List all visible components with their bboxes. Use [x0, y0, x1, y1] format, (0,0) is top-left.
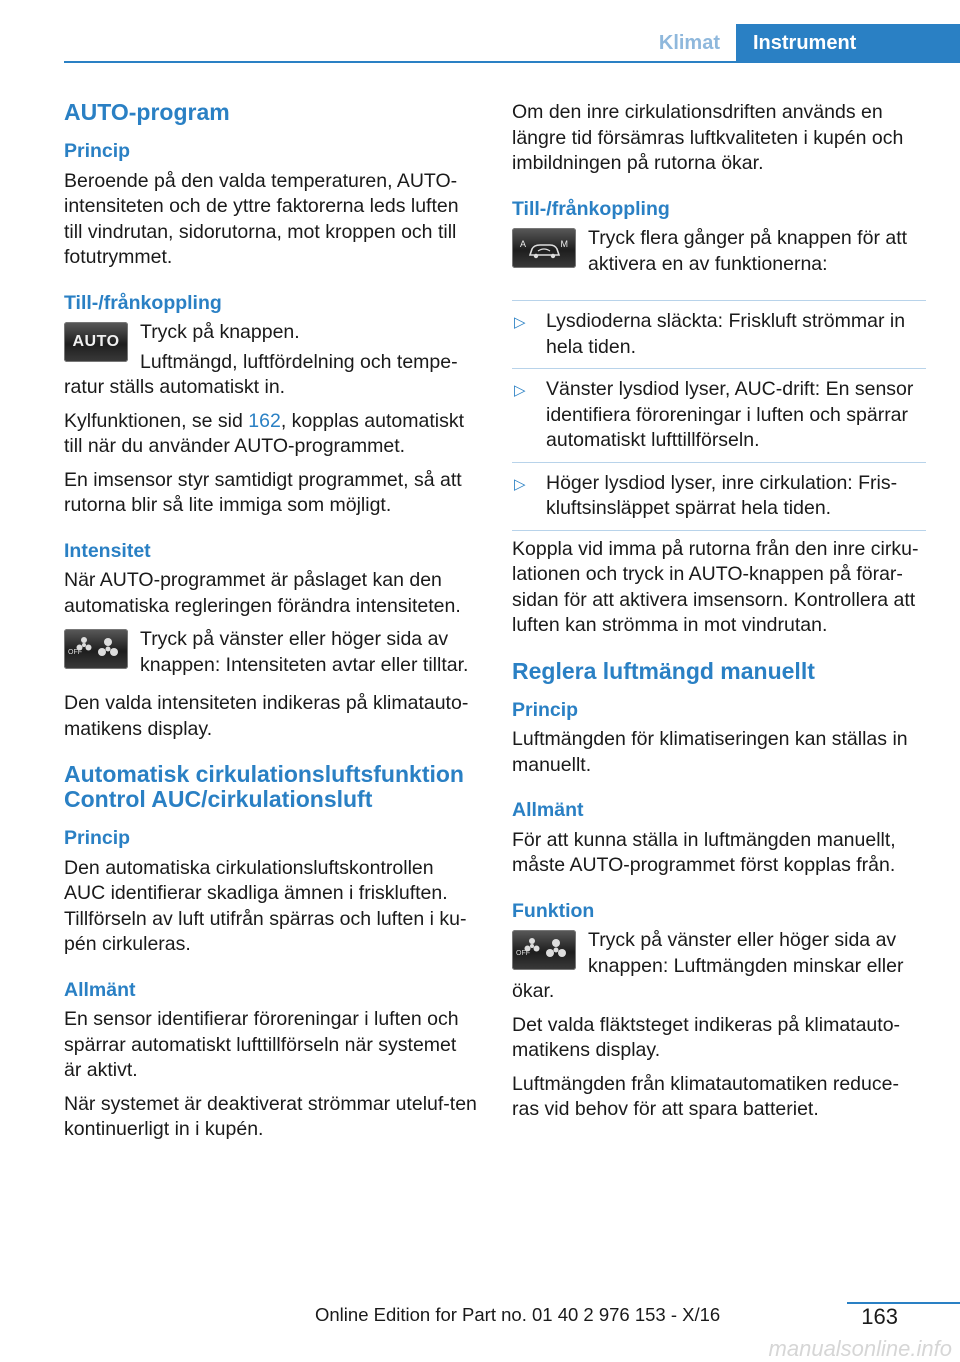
list-item: ▷ Vänster lysdiod lyser, AUC-drift: En sensor identifiera föroreningar i luften och spärrar automatiskt lufttillförseln. — [512, 368, 926, 462]
intensity-display-text: Den valda intensiteten indikeras på klimatauto-matikens display. — [64, 692, 469, 740]
fan-button-icon — [64, 629, 128, 669]
funktion-heading: Funktion — [512, 899, 595, 922]
section-intensitet — [64, 539, 478, 743]
page-link[interactable]: 162 — [248, 409, 281, 432]
intensitet-heading: Intensitet — [64, 539, 151, 562]
section-funktion — [512, 899, 926, 1123]
right-column — [512, 100, 926, 1143]
intensitet-text: När AUTO-programmet är påslaget kan den automatiska regleringen förändra intensiteten. — [64, 569, 461, 617]
section-princip-auto — [64, 139, 478, 271]
header-rule — [64, 61, 960, 63]
princip-heading: Princip — [64, 140, 131, 162]
allmant-text-2: För att kunna ställa in luftmängden manuellt, måste AUTO-programmet först kopplas från. — [512, 828, 896, 876]
fog-advice-text: Koppla vid imma på rutorna från den inre cirku-lationen och tryck in AUTO-knappen på förar-sidan för att aktivera imsensorn. Kontrollera att luften kan strömma in mot vindrutan. — [512, 537, 919, 636]
off-label: OFF — [68, 648, 82, 656]
section-princip-auc — [64, 826, 478, 958]
princip-text-2: Den automatiska cirkulationsluftskontrollen AUC identifierar skadliga ämnen i friskluften. Tillförseln av luft utifrån spärras och luften i ku-pén cirkuleras. — [64, 856, 467, 955]
switch-heading: Till-/frånkoppling — [64, 291, 222, 314]
allmant-heading: Allmänt — [64, 978, 136, 1001]
auto-button-row — [64, 320, 478, 401]
battery-text: Luftmängden från klimatautomatiken reduce-ras vid behov för att spara batteriet. — [512, 1072, 899, 1120]
fan-display-text: Det valda fläktsteget indikeras på klimatauto-matikens display. — [512, 1013, 901, 1061]
footer-edition: Online Edition for Part no. 01 40 2 976 153 - X/16 — [315, 1304, 721, 1325]
triangle-bullet-icon: ▷ — [514, 314, 526, 331]
function-list — [512, 300, 926, 531]
auto-program-title: AUTO-program — [64, 99, 230, 125]
triangle-bullet-icon: ▷ — [514, 475, 526, 493]
tab-klimat[interactable]: Klimat — [658, 31, 720, 54]
allmant-heading-2: Allmänt — [512, 799, 584, 821]
section-allmant-2 — [512, 798, 926, 879]
fan-button-row — [64, 627, 478, 691]
list-item: ▷ Lysdioderna släckta: Friskluft strömmar in hela tiden. — [512, 300, 926, 368]
switch-heading-2: Till-/frånkoppling — [512, 197, 670, 220]
am-button-row — [512, 226, 926, 290]
left-column — [64, 100, 478, 1163]
fan-button-row-2 — [512, 928, 926, 1005]
recirculation-button-icon — [512, 228, 576, 268]
fog-sensor-text: En imsensor styr samtidigt programmet, så att rutorna blir så lite immiga som möjligt. — [64, 468, 462, 516]
press-multi-text: Tryck flera gånger på knappen för att aktivera en av funktionerna: — [588, 227, 908, 275]
allmant-text: En sensor identifierar föroreningar i luften och spärrar automatiskt lufttillförseln när systemet är aktivt. — [64, 1008, 459, 1081]
section-princip-manual — [512, 698, 926, 779]
section-allmant — [64, 978, 478, 1143]
recirculation-text: Om den inre cirkulationsdriften används en längre tid försämras luftkvaliteten i kupén och imbildningen på rutorna ökar. — [512, 101, 904, 174]
section-switch-auto — [64, 291, 478, 519]
manual-air-title: Reglera luftmängd manuellt — [512, 657, 815, 684]
watermark: manualsonline.info — [768, 1336, 952, 1361]
tab-instrument[interactable]: Instrument — [736, 24, 960, 62]
cooling-text: Kylfunktionen, se sid 162, kopplas automatiskt till när du använder AUTO-programmet. — [64, 409, 465, 457]
press-button-text: Tryck på knappen. — [140, 321, 300, 343]
list-item: ▷ Höger lysdiod lyser, inre cirkulation: Fris-kluftsinsläppet spärrat hela tiden. — [512, 462, 926, 531]
section-switch-auc — [512, 197, 926, 291]
fan-press-text: Tryck på vänster eller höger sida av knappen: Luftmängden minskar eller ökar. — [512, 929, 904, 1002]
auto-distribution-text: Luftmängd, luftfördelning och tempe-ratur ställs automatiskt in. — [64, 350, 458, 398]
princip-text-3: Luftmängden för klimatiseringen kan ställas in manuellt. — [512, 728, 908, 776]
triangle-bullet-icon: ▷ — [514, 382, 526, 399]
princip-heading-2: Princip — [64, 827, 131, 849]
page-number: 163 — [861, 1304, 898, 1329]
am-m-label: M — [560, 239, 568, 249]
fan-button-icon-2 — [512, 930, 576, 970]
deactivated-text: När systemet är deaktiverat strömmar uteluf-ten kontinuerligt in i kupén. — [64, 1092, 477, 1140]
princip-heading-3: Princip — [512, 698, 579, 721]
auc-title: Automatisk cirkulationsluftsfunktion Control AUC/cirkulationsluft — [64, 761, 464, 812]
princip-text: Beroende på den valda temperaturen, AUTO-intensiteten och de yttre faktorerna leds luften till vindrutan, sidorutorna, mot kroppen och till fotutrymmet. — [64, 169, 459, 268]
am-a-label: A — [520, 239, 527, 249]
intensity-press-text: Tryck på vänster eller höger sida av knappen: Intensiteten avtar eller tilltar. — [140, 628, 469, 676]
off-label: OFF — [516, 949, 530, 957]
auto-button-icon — [64, 322, 128, 362]
auto-button-label: AUTO — [72, 333, 120, 351]
